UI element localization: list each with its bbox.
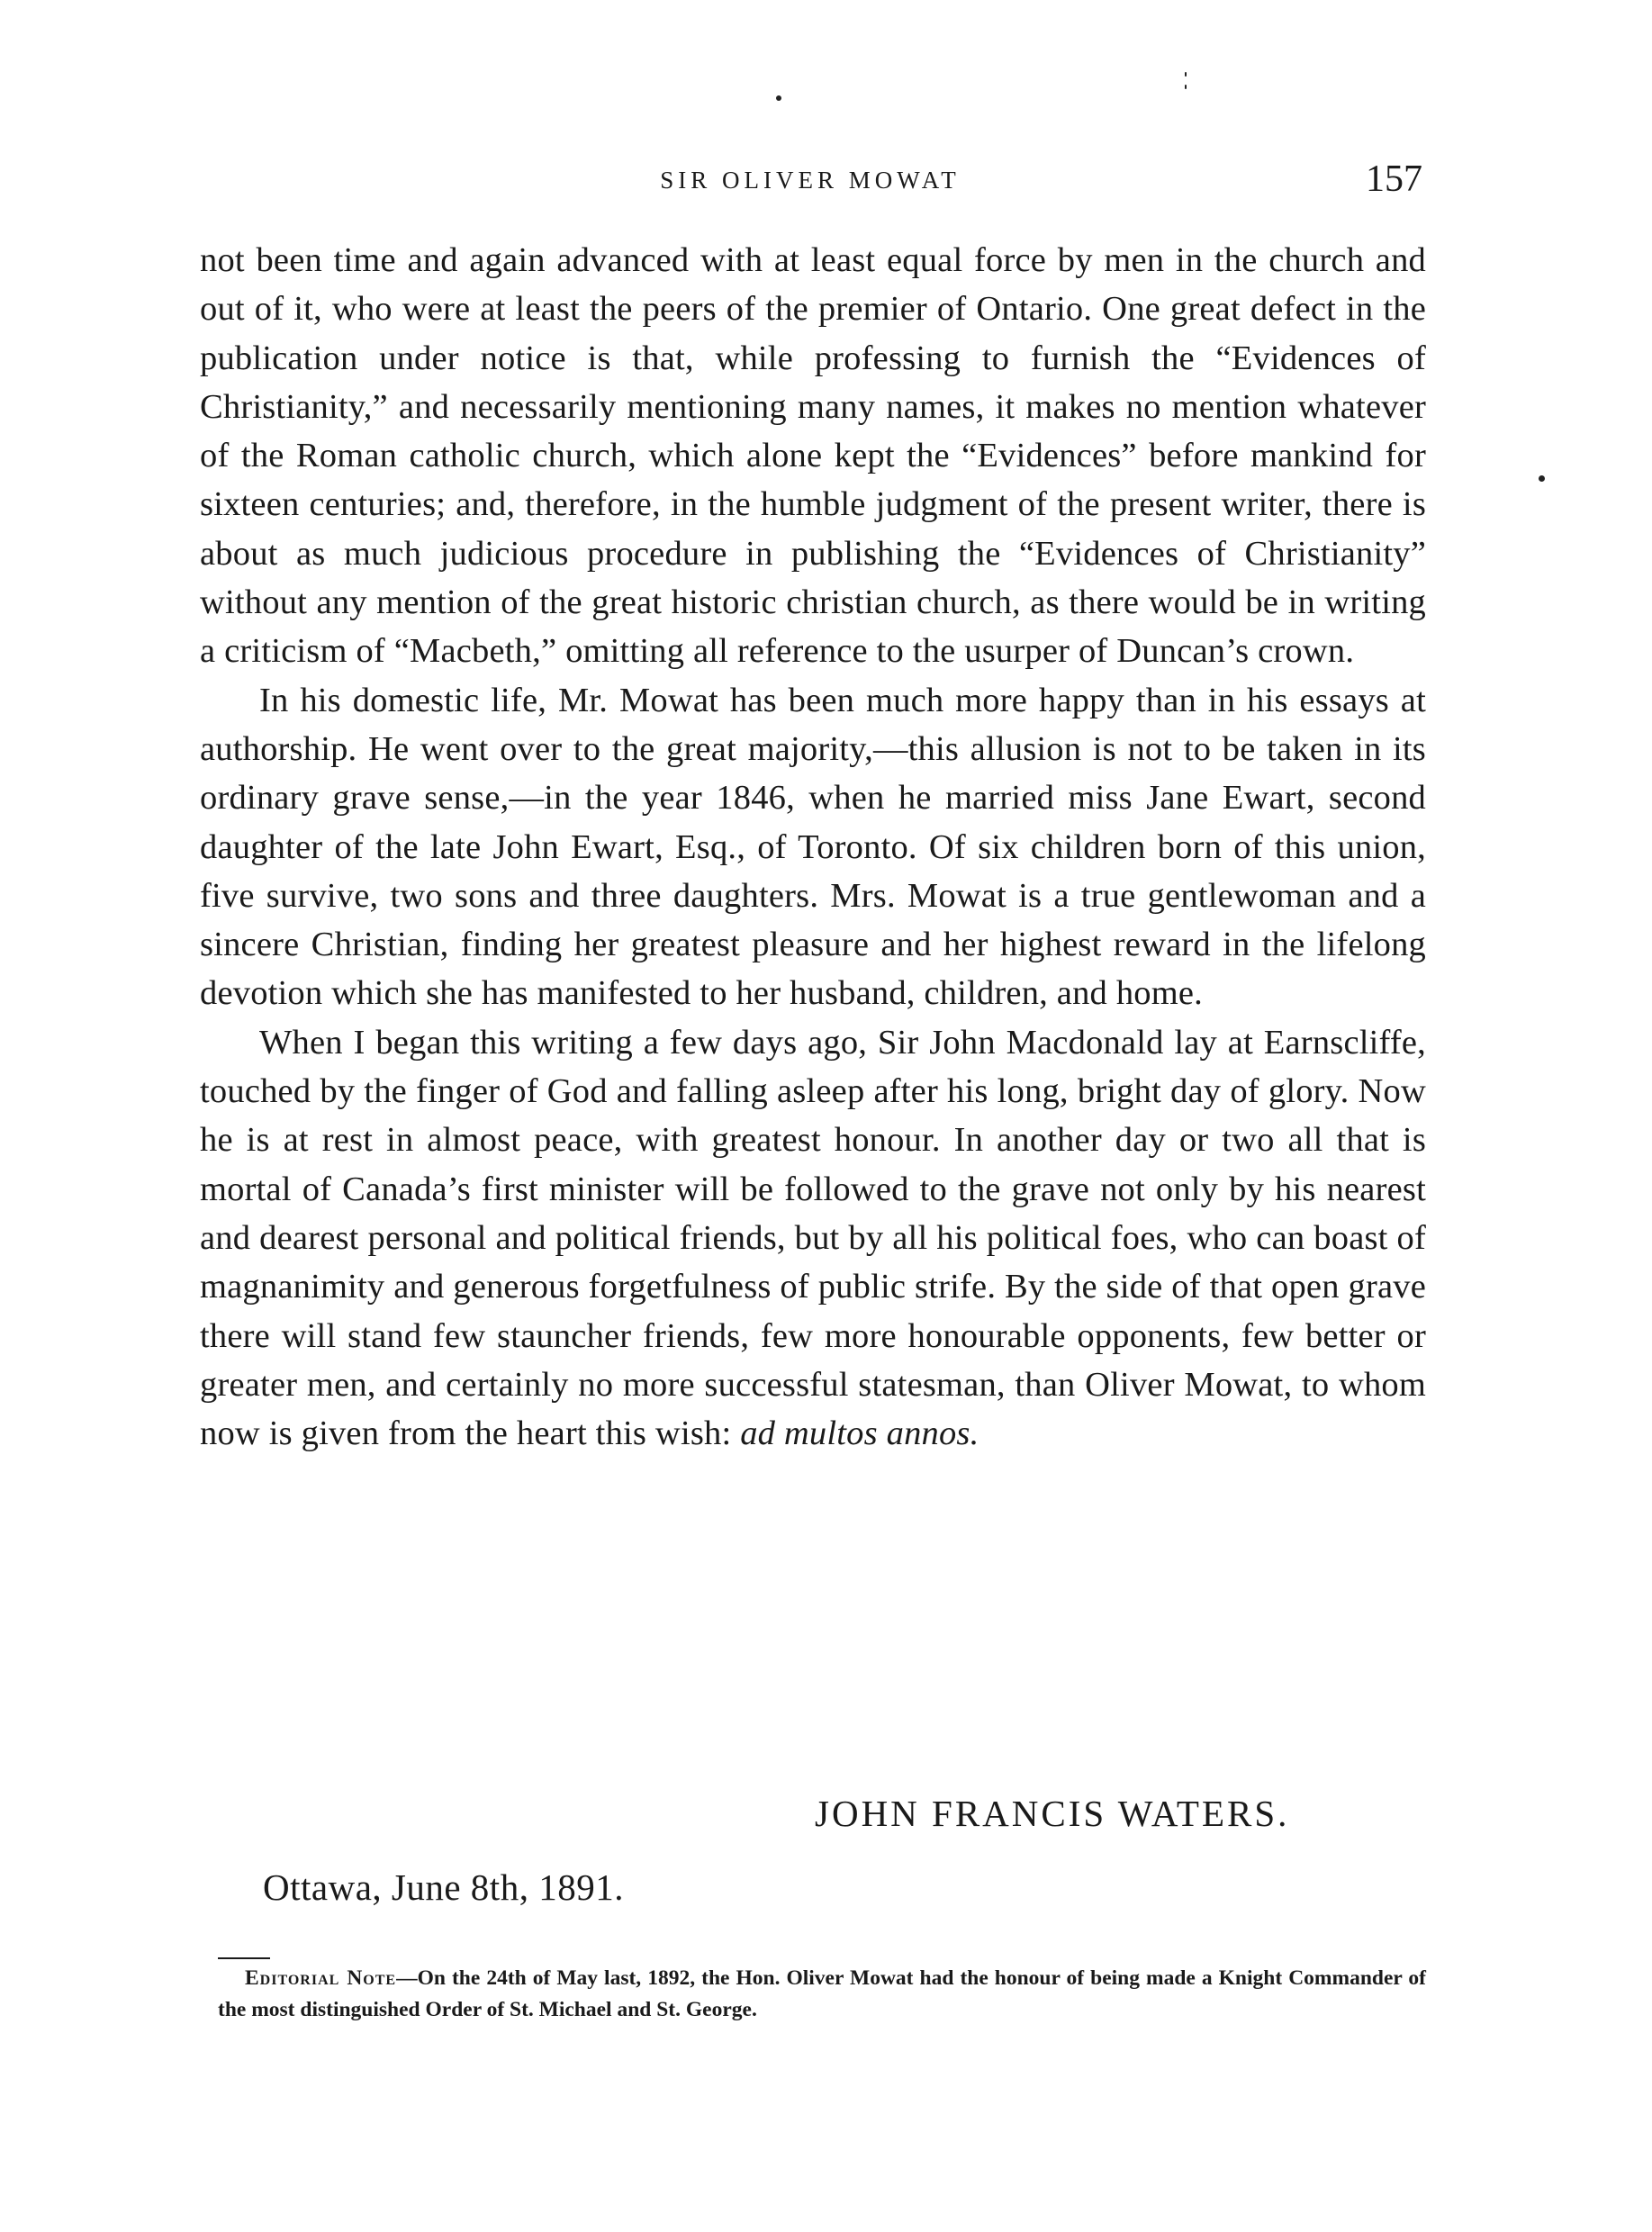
running-head: SIR OLIVER MOWAT	[660, 167, 961, 194]
scan-speck	[1539, 475, 1545, 482]
page-header	[198, 158, 1422, 212]
latin-wish: ad multos annos.	[740, 1414, 979, 1453]
paragraph-closing	[200, 1018, 1426, 1459]
footnote-lead: Editorial Note	[245, 1966, 397, 1990]
footnote-text: —On the 24th of May last, 1892, the Hon. Oliver Mowat had the honour of being made a Knight Commander of the most distinguished Order of St. Michael and St. George.	[218, 1966, 1426, 2021]
body-text	[200, 236, 1426, 1458]
dateline: Ottawa, June 8th, 1891.	[263, 1866, 624, 1908]
editorial-footnote	[218, 1963, 1426, 2026]
paragraph-domestic-life: In his domestic life, Mr. Mowat has been much more happy than in his essays at authorship. He went over to the great majority,—this allusion is not to be taken in its ordinary grave sense,—in the year 1846, when he married miss Jane Ewart, second daughter of the late John Ewart, Esq., of Toronto. Of six children born of this union, five survive, two sons and three daughters. Mrs. Mowat is a true gentlewoman and a sincere Christian, finding her greatest pleasure and her highest reward in the lifelong devotion which she has manifested to her husband, children, and home.	[200, 681, 1426, 1013]
scan-speck	[1185, 72, 1187, 77]
author-signature: JOHN FRANCIS WATERS.	[815, 1793, 1290, 1834]
page-number: 157	[1366, 158, 1422, 200]
scan-speck	[776, 95, 781, 101]
scan-speck	[1185, 85, 1187, 89]
closing-text: When I began this writing a few days ago, Sir John Macdonald lay at Earnscliffe, touched by the finger of God and falling asleep after his long, bright day of glory. Now he is at rest in almost peace, with greatest honour. In another day or two all that is mortal of Canada’s first minister will be followed to the grave not only by his nearest and dearest personal and political friends, but by all his political foes, who can boast of magnanimity and generous forgetfulness of public strife. By the side of that open grave there will stand few stauncher friends, few more honourable opponents, few better or greater men, and certainly no more successful statesman, than Oliver Mowat, to whom now is given from the heart this wish:	[200, 1023, 1426, 1453]
footnote-rule	[218, 1957, 270, 1959]
paragraph-continuation: not been time and again advanced with at least equal force by men in the church and out of it, who were at least the peers of the premier of Ontario. One great defect in the publication under notice is that, while professing to furnish the “Evidences of Christianity,” and necessarily mentioning many names, it makes no mention whatever of the Roman catholic church, which alone kept the “Evidences” before mankind for sixteen centuries; and, therefore, in the humble judgment of the present writer, there is about as much judicious procedure in publishing the “Evidences of Christianity” without any mention of the great historic christian church, as there would be in writing a criticism of “Macbeth,” omitting all reference to the usurper of Duncan’s crown.	[200, 241, 1426, 671]
